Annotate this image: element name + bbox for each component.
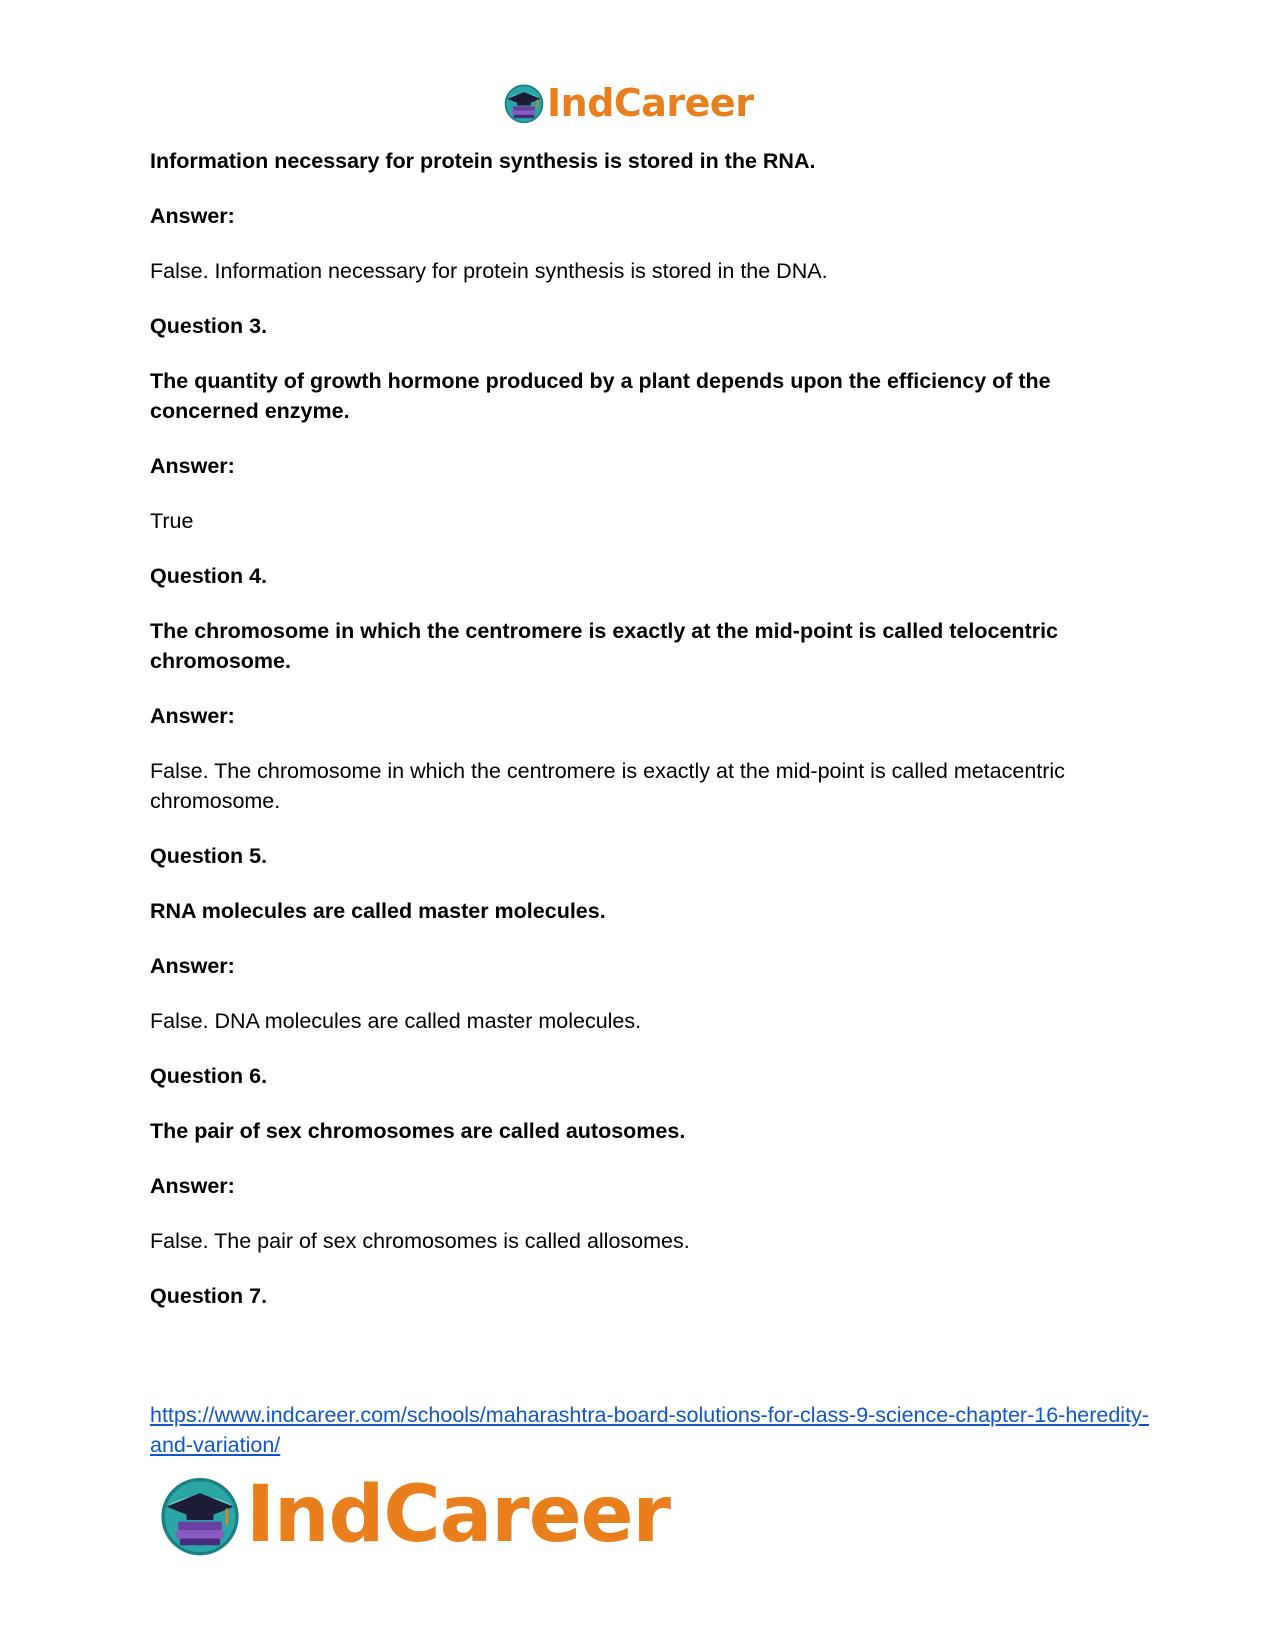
statement-telocentric: The chromosome in which the centromere is exactly at the mid-point is called telocentric chromosome.	[150, 619, 1059, 673]
statement-master-molecules: RNA molecules are called master molecules.	[150, 899, 606, 923]
footer-logo	[158, 1465, 698, 1565]
question-heading: Question 4.	[150, 564, 268, 588]
brand-wordmark: IndCareer	[547, 81, 754, 125]
answer-text: False. The pair of sex chromosomes is called allosomes.	[150, 1229, 690, 1253]
question-heading: Question 5.	[150, 844, 268, 868]
answer-label: Answer:	[150, 954, 235, 978]
question-heading: Question 3.	[150, 314, 268, 338]
header-logo	[503, 78, 773, 128]
answer-text: False. The chromosome in which the centromere is exactly at the mid-point is called metacentric chromosome.	[150, 759, 1065, 813]
graduation-globe-icon	[503, 82, 545, 124]
document-body	[150, 146, 1150, 1336]
statement-sex-chromosomes: The pair of sex chromosomes are called autosomes.	[150, 1119, 686, 1143]
answer-text: False. DNA molecules are called master molecules.	[150, 1009, 642, 1033]
answer-text: True	[150, 509, 194, 533]
answer-label: Answer:	[150, 204, 235, 228]
brand-wordmark: IndCareer	[246, 1470, 670, 1560]
answer-label: Answer:	[150, 1174, 235, 1198]
source-url-link[interactable]: https://www.indcareer.com/schools/maharashtra-board-solutions-for-class-9-science-chapter-16-heredity-and-variation/	[150, 1403, 1149, 1457]
answer-label: Answer:	[150, 704, 235, 728]
statement-rna-protein-synthesis: Information necessary for protein synthesis is stored in the RNA.	[150, 149, 816, 173]
answer-text: False. Information necessary for protein synthesis is stored in the DNA.	[150, 259, 828, 283]
answer-label: Answer:	[150, 454, 235, 478]
question-heading: Question 7.	[150, 1284, 268, 1308]
graduation-globe-icon	[158, 1473, 242, 1557]
statement-growth-hormone: The quantity of growth hormone produced by a plant depends upon the efficiency of the concerned enzyme.	[150, 369, 1051, 423]
question-heading: Question 6.	[150, 1064, 268, 1088]
